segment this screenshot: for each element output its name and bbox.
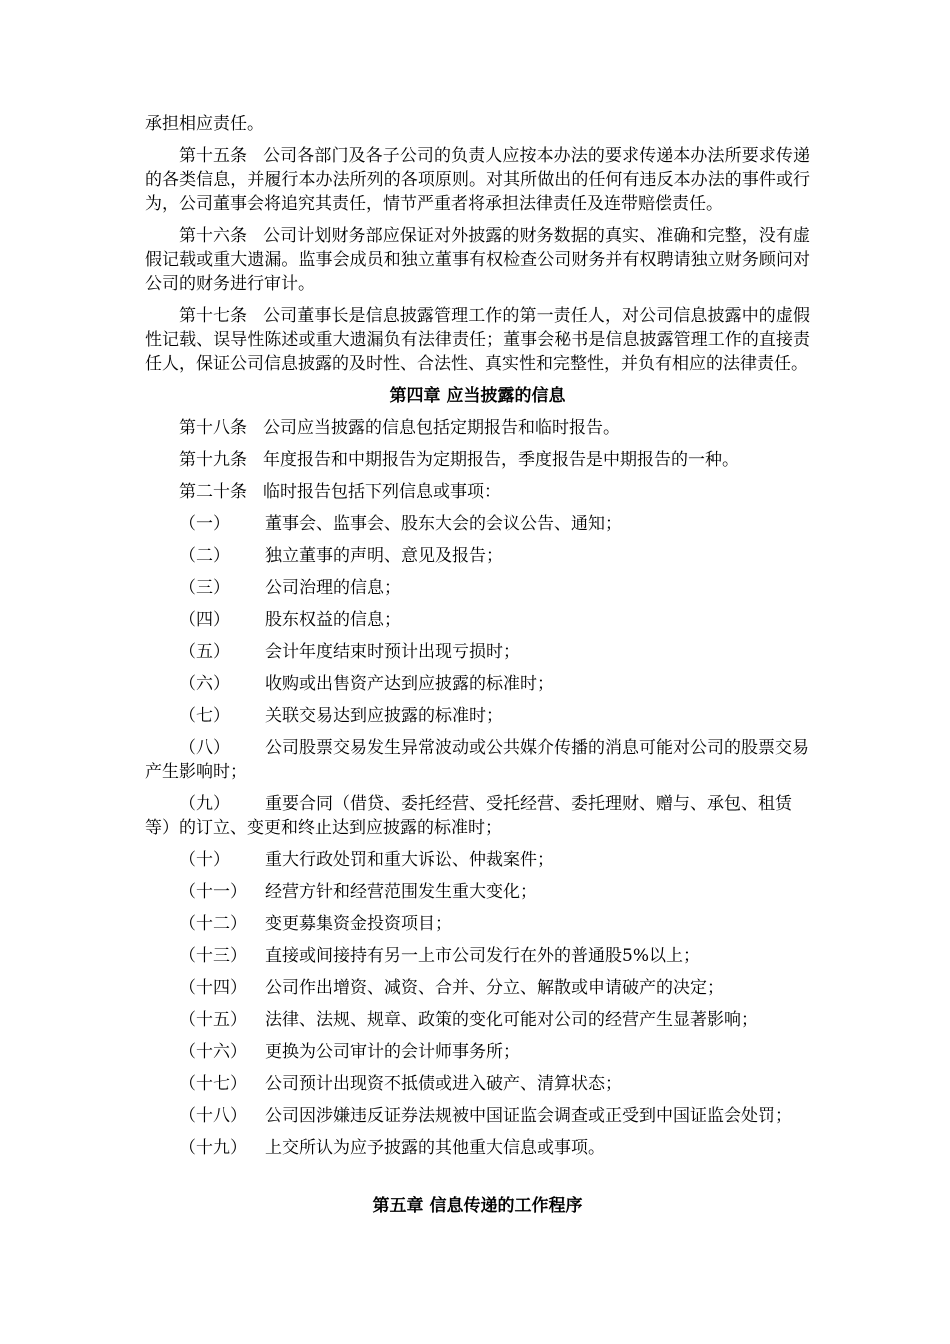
- list-item: [145, 1072, 810, 1096]
- list-item: [145, 704, 810, 728]
- article-18: [145, 416, 810, 440]
- item-number: （十）: [179, 850, 230, 870]
- item-text: 上交所认为应予披露的其他重大信息或事项。: [265, 1138, 605, 1158]
- item-number: （九）: [179, 794, 230, 814]
- item-text: 收购或出售资产达到应披露的标准时；: [265, 674, 554, 694]
- article-19: [145, 448, 810, 472]
- article-text: 公司计划财务部应保证对外披露的财务数据的真实、准确和完整，没有虚假记载或重大遗漏。监事会成员和独立董事有权检查公司财务并有权聘请独立财务顾问对公司的财务进行审计。: [145, 226, 810, 294]
- item-text: 关联交易达到应披露的标准时；: [265, 706, 503, 726]
- article-label: 第十六条: [179, 226, 247, 246]
- lead-line: 承担相应责任。: [145, 114, 264, 134]
- item-number: （四）: [179, 610, 230, 630]
- item-text: 重大行政处罚和重大诉讼、仲裁案件；: [265, 850, 554, 870]
- list-item: [145, 880, 810, 904]
- list-item: [145, 672, 810, 696]
- section-spacer: [145, 1168, 810, 1194]
- article-text: 临时报告包括下列信息或事项：: [263, 482, 501, 502]
- list-item: [145, 640, 810, 664]
- item-number: （十六）: [179, 1042, 247, 1062]
- document-page: [145, 112, 810, 1226]
- item-text: 直接或间接持有另一上市公司发行在外的普通股5%以上；: [265, 946, 700, 966]
- article-label: 第十八条: [179, 418, 247, 438]
- item-number: （十七）: [179, 1074, 247, 1094]
- list-item: [145, 1008, 810, 1032]
- chapter-5-heading: 第五章 信息传递的工作程序: [372, 1196, 583, 1216]
- item-number: （三）: [179, 578, 230, 598]
- item-text: 变更募集资金投资项目；: [265, 914, 452, 934]
- article-text: 公司应当披露的信息包括定期报告和临时报告。: [263, 418, 620, 438]
- article-text: 公司各部门及各子公司的负责人应按本办法的要求传递本办法所要求传递的各类信息，并履行本办法所列的各项原则。对其所做出的任何有违反本办法的事件或行为，公司董事会将追究其责任，情节严重者将承担法律责任及连带赔偿责任。: [145, 146, 810, 214]
- item-number: （十四）: [179, 978, 247, 998]
- article-label: 第十五条: [179, 146, 247, 166]
- item-number: （十二）: [179, 914, 247, 934]
- item-text: 公司作出增资、减资、合并、分立、解散或申请破产的决定；: [265, 978, 724, 998]
- article-20: [145, 480, 810, 504]
- list-item: [145, 512, 810, 536]
- article-label: 第二十条: [179, 482, 247, 502]
- item-text: 独立董事的声明、意见及报告；: [265, 546, 503, 566]
- article-text: 年度报告和中期报告为定期报告，季度报告是中期报告的一种。: [263, 450, 739, 470]
- item-number: （八）: [179, 738, 230, 758]
- item-number: （十一）: [179, 882, 247, 902]
- list-item: [145, 976, 810, 1000]
- item-number: （十九）: [179, 1138, 247, 1158]
- list-item: [145, 736, 810, 784]
- item-text: 公司股票交易发生异常波动或公共媒介传播的消息可能对公司的股票交易产生影响时；: [145, 738, 809, 782]
- item-text: 更换为公司审计的会计师事务所；: [265, 1042, 520, 1062]
- item-number: （七）: [179, 706, 230, 726]
- item-text: 公司治理的信息；: [265, 578, 401, 598]
- list-item: [145, 576, 810, 600]
- list-item: [145, 608, 810, 632]
- chapter-4-heading: 第四章 应当披露的信息: [389, 386, 566, 406]
- list-item: [145, 1104, 810, 1128]
- item-text: 会计年度结束时预计出现亏损时；: [265, 642, 520, 662]
- article-15: [145, 144, 810, 216]
- list-item: [145, 544, 810, 568]
- item-list: [145, 512, 810, 1160]
- item-text: 董事会、监事会、股东大会的会议公告、通知；: [265, 514, 622, 534]
- item-number: （一）: [179, 514, 230, 534]
- item-text: 股东权益的信息；: [265, 610, 401, 630]
- item-number: （五）: [179, 642, 230, 662]
- item-text: 法律、法规、规章、政策的变化可能对公司的经营产生显著影响；: [265, 1010, 758, 1030]
- article-label: 第十七条: [179, 306, 247, 326]
- list-item: [145, 792, 810, 840]
- item-text: 重要合同（借贷、委托经营、受托经营、委托理财、赠与、承包、租赁等）的订立、变更和终止达到应披露的标准时；: [145, 794, 792, 838]
- item-number: （二）: [179, 546, 230, 566]
- item-text: 经营方针和经营范围发生重大变化；: [265, 882, 537, 902]
- item-number: （十八）: [179, 1106, 247, 1126]
- list-item: [145, 944, 810, 968]
- article-17: [145, 304, 810, 376]
- item-text: 公司因涉嫌违反证券法规被中国证监会调查或正受到中国证监会处罚；: [265, 1106, 792, 1126]
- item-number: （十三）: [179, 946, 247, 966]
- item-number: （六）: [179, 674, 230, 694]
- list-item: [145, 1136, 810, 1160]
- item-text: 公司预计出现资不抵债或进入破产、清算状态；: [265, 1074, 622, 1094]
- item-number: （十五）: [179, 1010, 247, 1030]
- list-item: [145, 848, 810, 872]
- list-item: [145, 912, 810, 936]
- article-16: [145, 224, 810, 296]
- article-label: 第十九条: [179, 450, 247, 470]
- list-item: [145, 1040, 810, 1064]
- article-text: 公司董事长是信息披露管理工作的第一责任人，对公司信息披露中的虚假性记载、误导性陈述或重大遗漏负有法律责任；董事会秘书是信息披露管理工作的直接责任人，保证公司信息披露的及时性、合法性、真实性和完整性，并负有相应的法律责任。: [145, 306, 810, 374]
